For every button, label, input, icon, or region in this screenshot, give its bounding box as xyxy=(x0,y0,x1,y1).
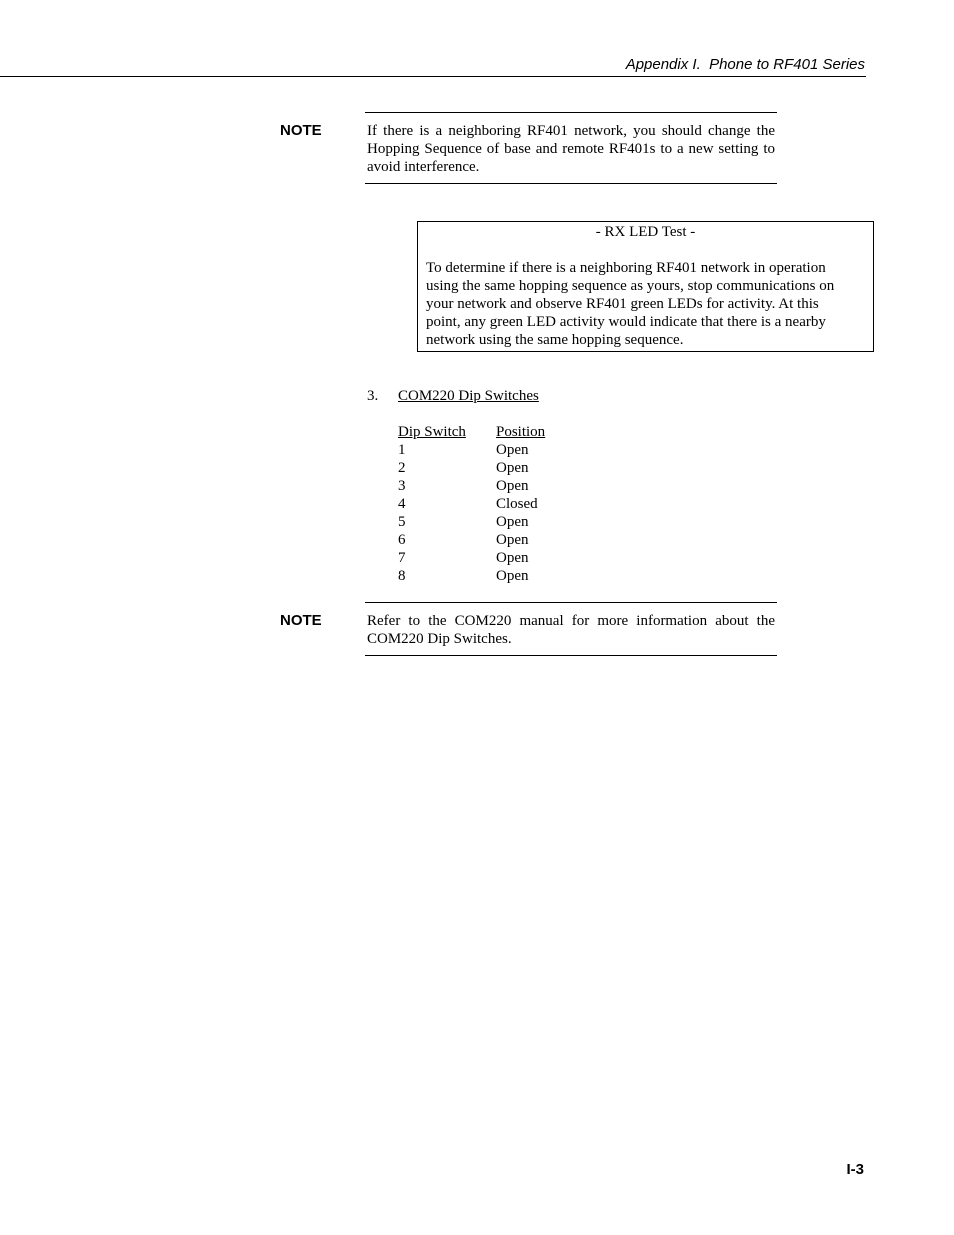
dip-switch-table xyxy=(398,423,596,585)
table-row xyxy=(398,477,596,495)
dip-switch-position: Open xyxy=(496,550,529,566)
rx-led-test-line: point, any green LED activity would indicate that there is a nearby xyxy=(426,314,826,330)
note-label-2: NOTE xyxy=(280,612,322,629)
dip-switch-number: 7 xyxy=(398,550,406,566)
rx-led-test-line: your network and observe RF401 green LEDs for activity. At this xyxy=(426,296,819,312)
dip-switch-number: 3 xyxy=(398,478,406,494)
dip-header-position: Position xyxy=(496,424,546,440)
dip-switch-number: 8 xyxy=(398,568,406,584)
table-row xyxy=(398,567,596,585)
table-row xyxy=(398,495,596,513)
note-box-1 xyxy=(365,112,777,184)
note-text-1: If there is a neighboring RF401 network, you should change the Hopping Sequence of base and remote RF401s to a new setting to avoid interference. xyxy=(367,123,775,175)
dip-switch-number: 4 xyxy=(398,496,406,512)
note-text-2: Refer to the COM220 manual for more information about the COM220 Dip Switches. xyxy=(367,613,775,647)
table-row xyxy=(398,441,596,459)
rx-led-test-line: network using the same hopping sequence. xyxy=(426,332,684,348)
rx-led-test-box xyxy=(417,221,874,352)
note-label-1: NOTE xyxy=(280,122,322,139)
dip-switch-position: Open xyxy=(496,514,529,530)
dip-switch-number: 5 xyxy=(398,514,406,530)
dip-switch-number: 6 xyxy=(398,532,406,548)
step-title: COM220 Dip Switches xyxy=(398,388,539,404)
table-row xyxy=(398,459,596,477)
rx-led-test-body xyxy=(426,259,865,349)
dip-switch-number: 1 xyxy=(398,442,406,458)
page-number: I-3 xyxy=(846,1161,864,1178)
page-header-title: Appendix I. Phone to RF401 Series xyxy=(625,56,865,73)
note-box-2 xyxy=(365,602,777,656)
rx-led-test-line: using the same hopping sequence as yours, stop communications on xyxy=(426,278,835,294)
dip-switch-position: Open xyxy=(496,442,529,458)
rx-led-test-line: To determine if there is a neighboring RF401 network in operation xyxy=(426,260,826,276)
dip-switch-position: Open xyxy=(496,478,529,494)
table-row xyxy=(398,531,596,549)
header-rule xyxy=(0,76,866,77)
step-number: 3. xyxy=(367,388,379,404)
dip-switch-position: Open xyxy=(496,460,529,476)
dip-switch-position: Closed xyxy=(496,496,538,512)
dip-switch-number: 2 xyxy=(398,460,406,476)
rx-led-test-title: - RX LED Test - xyxy=(595,224,696,240)
dip-table-header-row xyxy=(398,423,596,441)
table-row xyxy=(398,513,596,531)
dip-header-switch: Dip Switch xyxy=(398,424,466,440)
table-row xyxy=(398,549,596,567)
dip-switch-position: Open xyxy=(496,568,529,584)
dip-switch-position: Open xyxy=(496,532,529,548)
